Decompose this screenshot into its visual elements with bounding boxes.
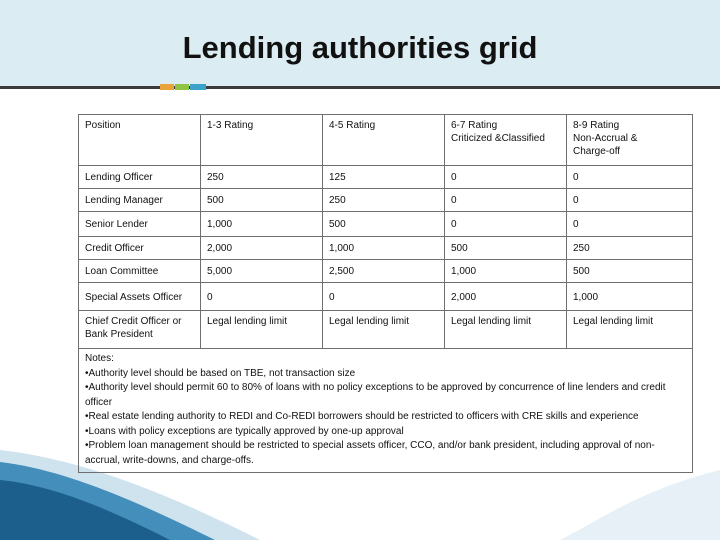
header-cell: 1-3 Rating bbox=[201, 115, 323, 166]
table-cell: 5,000 bbox=[201, 260, 323, 283]
table-header-row bbox=[79, 115, 693, 166]
table-cell: 0 bbox=[323, 283, 445, 311]
note-item: •Real estate lending authority to REDI and Co-REDI borrowers should be restricted to officers with CRE skills and experience bbox=[85, 411, 639, 422]
table-cell: Credit Officer bbox=[79, 237, 201, 260]
table-cell: 500 bbox=[567, 260, 693, 283]
table-cell: 250 bbox=[323, 189, 445, 212]
header-cell: 6-7 Rating Criticized &Classified bbox=[445, 115, 567, 166]
table-cell: Senior Lender bbox=[79, 212, 201, 237]
table-row bbox=[79, 166, 693, 189]
table-cell: 2,000 bbox=[201, 237, 323, 260]
header-cell: 8-9 Rating Non-Accrual & Charge-off bbox=[567, 115, 693, 166]
table-row bbox=[79, 311, 693, 349]
table-cell: 0 bbox=[567, 189, 693, 212]
table-cell: 1,000 bbox=[567, 283, 693, 311]
table-cell: 0 bbox=[201, 283, 323, 311]
table-cell: 1,000 bbox=[323, 237, 445, 260]
table-row bbox=[79, 212, 693, 237]
table-cell: 2,000 bbox=[445, 283, 567, 311]
table-cell: 0 bbox=[567, 166, 693, 189]
accent-bar-green bbox=[175, 84, 189, 90]
table-cell: Lending Officer bbox=[79, 166, 201, 189]
note-item: •Problem loan management should be restricted to special assets officer, CCO, and/or bank president, including approval of non-accrual, write-downs, and charge-offs. bbox=[85, 440, 655, 466]
table-cell: 500 bbox=[323, 212, 445, 237]
table-row bbox=[79, 283, 693, 311]
table-cell: 250 bbox=[201, 166, 323, 189]
table-cell: Legal lending limit bbox=[201, 311, 323, 349]
table-cell: 0 bbox=[445, 189, 567, 212]
table-cell: 2,500 bbox=[323, 260, 445, 283]
table-cell: 125 bbox=[323, 166, 445, 189]
title-divider bbox=[0, 86, 720, 89]
lending-authorities-table bbox=[78, 114, 693, 473]
table-cell: Lending Manager bbox=[79, 189, 201, 212]
table-cell: Chief Credit Officer or Bank President bbox=[79, 311, 201, 349]
header-cell: Position bbox=[79, 115, 201, 166]
table-cell: Loan Committee bbox=[79, 260, 201, 283]
page-title: Lending authorities grid bbox=[182, 30, 538, 65]
table-row bbox=[79, 237, 693, 260]
table-cell: 0 bbox=[445, 166, 567, 189]
table-cell: 500 bbox=[445, 237, 567, 260]
note-item: •Authority level should be based on TBE, not transaction size bbox=[85, 367, 356, 379]
table-cell: 0 bbox=[445, 212, 567, 237]
table-cell: 0 bbox=[567, 212, 693, 237]
header-cell: 4-5 Rating bbox=[323, 115, 445, 166]
notes-row bbox=[79, 349, 693, 473]
table-cell: Special Assets Officer bbox=[79, 283, 201, 311]
table-cell: 1,000 bbox=[445, 260, 567, 283]
note-item: •Loans with policy exceptions are typically approved by one-up approval bbox=[85, 425, 404, 437]
notes-cell bbox=[79, 349, 693, 473]
table-cell: Legal lending limit bbox=[567, 311, 693, 349]
table-cell: 1,000 bbox=[201, 212, 323, 237]
accent-bar-orange bbox=[160, 84, 174, 90]
table-cell: Legal lending limit bbox=[323, 311, 445, 349]
table-row bbox=[79, 189, 693, 212]
table-cell: Legal lending limit bbox=[445, 311, 567, 349]
table-cell: 500 bbox=[201, 189, 323, 212]
table-row bbox=[79, 260, 693, 283]
note-item: •Authority level should permit 60 to 80% of loans with no policy exceptions to be approved by concurrence of line lenders and credit officer bbox=[85, 382, 666, 408]
table-cell: 250 bbox=[567, 237, 693, 260]
notes-heading: Notes: bbox=[85, 353, 114, 364]
accent-bar-blue bbox=[190, 84, 206, 90]
